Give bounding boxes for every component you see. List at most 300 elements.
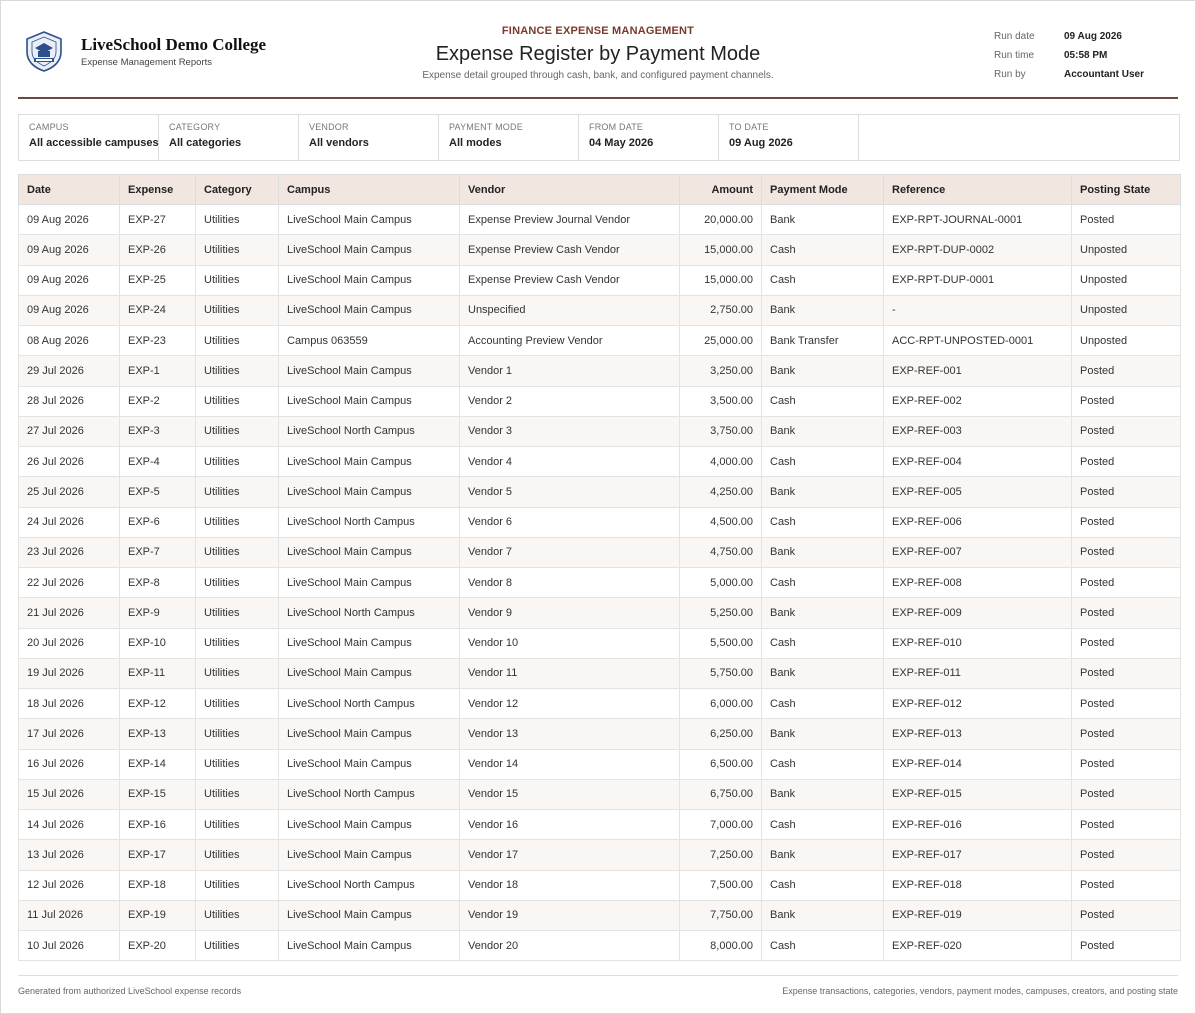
vendor-cell: Vendor 13 <box>460 719 680 749</box>
payment-mode-cell: Bank <box>762 900 884 930</box>
amount-cell: 6,500.00 <box>680 749 762 779</box>
reference-cell: EXP-REF-006 <box>884 507 1072 537</box>
expense-id-cell: EXP-8 <box>120 568 196 598</box>
date-cell: 28 Jul 2026 <box>19 386 120 416</box>
date-cell: 10 Jul 2026 <box>19 931 120 961</box>
category-cell: Utilities <box>196 628 279 658</box>
expense-id-cell: EXP-13 <box>120 719 196 749</box>
amount-cell: 7,250.00 <box>680 840 762 870</box>
posting-state-cell: Posted <box>1072 568 1181 598</box>
category-cell: Utilities <box>196 447 279 477</box>
filter-value: 09 Aug 2026 <box>729 137 793 149</box>
reference-cell: EXP-REF-001 <box>884 356 1072 386</box>
category-cell: Utilities <box>196 295 279 325</box>
posting-state-cell: Posted <box>1072 779 1181 809</box>
vendor-cell: Accounting Preview Vendor <box>460 326 680 356</box>
college-name: LiveSchool Demo College <box>81 34 267 54</box>
table-row <box>19 870 1181 900</box>
payment-mode-cell: Cash <box>762 870 884 900</box>
filter-value: All accessible campuses <box>29 137 159 149</box>
date-cell: 27 Jul 2026 <box>19 416 120 446</box>
brand-subtitle: Expense Management Reports <box>81 56 212 68</box>
amount-cell: 3,500.00 <box>680 386 762 416</box>
payment-mode-cell: Bank <box>762 416 884 446</box>
amount-cell: 6,000.00 <box>680 689 762 719</box>
date-cell: 21 Jul 2026 <box>19 598 120 628</box>
reference-cell: - <box>884 295 1072 325</box>
campus-cell: LiveSchool Main Campus <box>279 265 460 295</box>
filter-label: FROM DATE <box>589 122 644 132</box>
campus-cell: LiveSchool Main Campus <box>279 537 460 567</box>
payment-mode-cell: Cash <box>762 568 884 598</box>
expense-id-cell: EXP-11 <box>120 658 196 688</box>
run-by-label: Run by <box>993 69 1026 80</box>
campus-cell: LiveSchool Main Campus <box>279 810 460 840</box>
vendor-cell: Vendor 11 <box>460 658 680 688</box>
vendor-cell: Vendor 12 <box>460 689 680 719</box>
vendor-cell: Vendor 9 <box>460 598 680 628</box>
column-header-category: Category <box>196 175 279 205</box>
payment-mode-cell: Bank <box>762 537 884 567</box>
amount-cell: 25,000.00 <box>680 326 762 356</box>
reference-cell: EXP-REF-005 <box>884 477 1072 507</box>
reference-cell: EXP-REF-018 <box>884 870 1072 900</box>
category-cell: Utilities <box>196 931 279 961</box>
vendor-cell: Vendor 6 <box>460 507 680 537</box>
filter-label: TO DATE <box>729 122 769 132</box>
category-cell: Utilities <box>196 386 279 416</box>
run-by-value: Accountant User <box>1063 69 1144 80</box>
filter-label: PAYMENT MODE <box>449 122 523 132</box>
expense-id-cell: EXP-26 <box>120 235 196 265</box>
table-body <box>19 205 1181 961</box>
vendor-cell: Vendor 15 <box>460 779 680 809</box>
expense-id-cell: EXP-17 <box>120 840 196 870</box>
expense-id-cell: EXP-5 <box>120 477 196 507</box>
posting-state-cell: Posted <box>1072 598 1181 628</box>
expense-id-cell: EXP-18 <box>120 870 196 900</box>
category-cell: Utilities <box>196 326 279 356</box>
date-cell: 09 Aug 2026 <box>19 205 120 235</box>
column-header-date: Date <box>19 175 120 205</box>
reference-cell: EXP-REF-007 <box>884 537 1072 567</box>
date-cell: 09 Aug 2026 <box>19 235 120 265</box>
campus-cell: LiveSchool Main Campus <box>279 628 460 658</box>
date-cell: 29 Jul 2026 <box>19 356 120 386</box>
posting-state-cell: Posted <box>1072 749 1181 779</box>
expense-id-cell: EXP-6 <box>120 507 196 537</box>
expense-id-cell: EXP-15 <box>120 779 196 809</box>
reference-cell: EXP-REF-019 <box>884 900 1072 930</box>
vendor-cell: Vendor 8 <box>460 568 680 598</box>
expense-id-cell: EXP-24 <box>120 295 196 325</box>
reference-cell: EXP-REF-011 <box>884 658 1072 688</box>
date-cell: 18 Jul 2026 <box>19 689 120 719</box>
campus-cell: LiveSchool North Campus <box>279 507 460 537</box>
date-cell: 15 Jul 2026 <box>19 779 120 809</box>
table-row <box>19 779 1181 809</box>
reference-cell: EXP-REF-014 <box>884 749 1072 779</box>
category-cell: Utilities <box>196 356 279 386</box>
campus-cell: LiveSchool North Campus <box>279 779 460 809</box>
table-row <box>19 658 1181 688</box>
payment-mode-cell: Cash <box>762 507 884 537</box>
campus-cell: LiveSchool Main Campus <box>279 568 460 598</box>
campus-cell: LiveSchool Main Campus <box>279 386 460 416</box>
amount-cell: 5,750.00 <box>680 658 762 688</box>
posting-state-cell: Posted <box>1072 810 1181 840</box>
table-row <box>19 537 1181 567</box>
category-cell: Utilities <box>196 598 279 628</box>
date-cell: 19 Jul 2026 <box>19 658 120 688</box>
posting-state-cell: Posted <box>1072 870 1181 900</box>
date-cell: 24 Jul 2026 <box>19 507 120 537</box>
reference-cell: EXP-REF-002 <box>884 386 1072 416</box>
date-cell: 17 Jul 2026 <box>19 719 120 749</box>
date-cell: 23 Jul 2026 <box>19 537 120 567</box>
payment-mode-cell: Cash <box>762 689 884 719</box>
vendor-cell: Unspecified <box>460 295 680 325</box>
reference-cell: EXP-REF-017 <box>884 840 1072 870</box>
footer-scope-note: Expense transactions, categories, vendors, payment modes, campuses, creators, and posting state <box>782 986 1178 996</box>
column-header-payment-mode: Payment Mode <box>762 175 884 205</box>
payment-mode-cell: Bank Transfer <box>762 326 884 356</box>
reference-cell: EXP-REF-003 <box>884 416 1072 446</box>
date-cell: 09 Aug 2026 <box>19 265 120 295</box>
date-cell: 16 Jul 2026 <box>19 749 120 779</box>
amount-cell: 20,000.00 <box>680 205 762 235</box>
amount-cell: 3,750.00 <box>680 416 762 446</box>
amount-cell: 4,500.00 <box>680 507 762 537</box>
column-header-vendor: Vendor <box>460 175 680 205</box>
run-date-label: Run date <box>993 31 1035 42</box>
campus-cell: LiveSchool Main Campus <box>279 931 460 961</box>
column-header-reference: Reference <box>884 175 1072 205</box>
posting-state-cell: Posted <box>1072 447 1181 477</box>
expense-id-cell: EXP-14 <box>120 749 196 779</box>
table-row <box>19 507 1181 537</box>
vendor-cell: Vendor 4 <box>460 447 680 477</box>
run-time-row <box>994 46 1144 65</box>
vendor-cell: Vendor 3 <box>460 416 680 446</box>
reference-cell: EXP-REF-020 <box>884 931 1072 961</box>
table-row <box>19 689 1181 719</box>
expense-id-cell: EXP-7 <box>120 537 196 567</box>
table-row <box>19 598 1181 628</box>
table-row <box>19 235 1181 265</box>
payment-mode-cell: Cash <box>762 749 884 779</box>
amount-cell: 3,250.00 <box>680 356 762 386</box>
filter-to-date <box>719 115 859 160</box>
campus-cell: LiveSchool Main Campus <box>279 477 460 507</box>
payment-mode-cell: Cash <box>762 628 884 658</box>
table-row <box>19 265 1181 295</box>
amount-cell: 7,750.00 <box>680 900 762 930</box>
category-cell: Utilities <box>196 719 279 749</box>
filter-value: All vendors <box>309 137 369 149</box>
reference-cell: EXP-REF-010 <box>884 628 1072 658</box>
reference-cell: EXP-REF-013 <box>884 719 1072 749</box>
date-cell: 26 Jul 2026 <box>19 447 120 477</box>
posting-state-cell: Posted <box>1072 477 1181 507</box>
filter-label: CATEGORY <box>169 122 221 132</box>
run-date-row <box>994 27 1144 46</box>
vendor-cell: Vendor 10 <box>460 628 680 658</box>
table-header-row <box>19 175 1181 205</box>
table-row <box>19 749 1181 779</box>
category-cell: Utilities <box>196 477 279 507</box>
reference-cell: EXP-REF-012 <box>884 689 1072 719</box>
reference-cell: EXP-RPT-DUP-0002 <box>884 235 1072 265</box>
amount-cell: 4,750.00 <box>680 537 762 567</box>
payment-mode-cell: Bank <box>762 295 884 325</box>
campus-cell: LiveSchool North Campus <box>279 689 460 719</box>
run-by-row <box>994 65 1144 84</box>
payment-mode-cell: Cash <box>762 931 884 961</box>
reference-cell: EXP-RPT-JOURNAL-0001 <box>884 205 1072 235</box>
expense-id-cell: EXP-27 <box>120 205 196 235</box>
campus-cell: LiveSchool Main Campus <box>279 356 460 386</box>
category-cell: Utilities <box>196 749 279 779</box>
reference-cell: EXP-REF-009 <box>884 598 1072 628</box>
vendor-cell: Vendor 20 <box>460 931 680 961</box>
category-cell: Utilities <box>196 840 279 870</box>
amount-cell: 7,000.00 <box>680 810 762 840</box>
amount-cell: 6,250.00 <box>680 719 762 749</box>
column-header-posting-state: Posting State <box>1072 175 1181 205</box>
date-cell: 11 Jul 2026 <box>19 900 120 930</box>
payment-mode-cell: Bank <box>762 205 884 235</box>
table-row <box>19 386 1181 416</box>
payment-mode-cell: Cash <box>762 386 884 416</box>
payment-mode-cell: Bank <box>762 719 884 749</box>
filter-label: VENDOR <box>309 122 349 132</box>
vendor-cell: Expense Preview Cash Vendor <box>460 265 680 295</box>
posting-state-cell: Posted <box>1072 658 1181 688</box>
vendor-cell: Vendor 5 <box>460 477 680 507</box>
amount-cell: 2,750.00 <box>680 295 762 325</box>
report-subtitle: Expense detail grouped through cash, bank, and configured payment channels. <box>422 70 774 81</box>
footer-source-note: Generated from authorized LiveSchool expense records <box>18 986 242 996</box>
campus-cell: LiveSchool North Campus <box>279 416 460 446</box>
reference-cell: EXP-RPT-DUP-0001 <box>884 265 1072 295</box>
filter-summary <box>18 114 1180 161</box>
expense-register-table <box>18 174 1181 961</box>
report-title: Expense Register by Payment Mode <box>435 43 761 65</box>
filter-value: 04 May 2026 <box>589 137 654 149</box>
run-metadata <box>994 27 1144 84</box>
table-row <box>19 477 1181 507</box>
run-time-value: 05:58 PM <box>1063 50 1108 61</box>
posting-state-cell: Posted <box>1072 840 1181 870</box>
campus-cell: LiveSchool Main Campus <box>279 658 460 688</box>
vendor-cell: Vendor 14 <box>460 749 680 779</box>
vendor-cell: Vendor 1 <box>460 356 680 386</box>
payment-mode-cell: Cash <box>762 447 884 477</box>
date-cell: 20 Jul 2026 <box>19 628 120 658</box>
payment-mode-cell: Bank <box>762 658 884 688</box>
amount-cell: 6,750.00 <box>680 779 762 809</box>
filter-label: CAMPUS <box>29 122 69 132</box>
filter-value: All modes <box>449 137 502 149</box>
campus-cell: LiveSchool Main Campus <box>279 900 460 930</box>
campus-cell: LiveSchool Main Campus <box>279 205 460 235</box>
reference-cell: ACC-RPT-UNPOSTED-0001 <box>884 326 1072 356</box>
date-cell: 25 Jul 2026 <box>19 477 120 507</box>
column-header-expense: Expense <box>120 175 196 205</box>
expense-id-cell: EXP-4 <box>120 447 196 477</box>
payment-mode-cell: Bank <box>762 840 884 870</box>
table-row <box>19 205 1181 235</box>
payment-mode-cell: Cash <box>762 810 884 840</box>
column-header-campus: Campus <box>279 175 460 205</box>
posting-state-cell: Posted <box>1072 416 1181 446</box>
vendor-cell: Vendor 16 <box>460 810 680 840</box>
category-cell: Utilities <box>196 507 279 537</box>
campus-cell: LiveSchool Main Campus <box>279 719 460 749</box>
posting-state-cell: Posted <box>1072 931 1181 961</box>
date-cell: 09 Aug 2026 <box>19 295 120 325</box>
vendor-cell: Vendor 17 <box>460 840 680 870</box>
expense-id-cell: EXP-2 <box>120 386 196 416</box>
expense-id-cell: EXP-12 <box>120 689 196 719</box>
payment-mode-cell: Bank <box>762 477 884 507</box>
payment-mode-cell: Cash <box>762 235 884 265</box>
amount-cell: 4,250.00 <box>680 477 762 507</box>
category-cell: Utilities <box>196 205 279 235</box>
payment-mode-cell: Bank <box>762 779 884 809</box>
payment-mode-cell: Bank <box>762 598 884 628</box>
table-row <box>19 295 1181 325</box>
campus-cell: LiveSchool Main Campus <box>279 840 460 870</box>
reference-cell: EXP-REF-008 <box>884 568 1072 598</box>
posting-state-cell: Posted <box>1072 386 1181 416</box>
category-cell: Utilities <box>196 900 279 930</box>
filter-campus <box>19 115 159 160</box>
table-row <box>19 326 1181 356</box>
vendor-cell: Vendor 7 <box>460 537 680 567</box>
expense-id-cell: EXP-1 <box>120 356 196 386</box>
table-row <box>19 719 1181 749</box>
vendor-cell: Vendor 18 <box>460 870 680 900</box>
filter-vendor <box>299 115 439 160</box>
vendor-cell: Vendor 2 <box>460 386 680 416</box>
campus-cell: LiveSchool North Campus <box>279 870 460 900</box>
amount-cell: 5,250.00 <box>680 598 762 628</box>
category-cell: Utilities <box>196 416 279 446</box>
table-row <box>19 356 1181 386</box>
campus-cell: Campus 063559 <box>279 326 460 356</box>
column-header-amount: Amount <box>680 175 762 205</box>
posting-state-cell: Posted <box>1072 900 1181 930</box>
campus-cell: LiveSchool Main Campus <box>279 295 460 325</box>
posting-state-cell: Unposted <box>1072 265 1181 295</box>
posting-state-cell: Posted <box>1072 719 1181 749</box>
category-cell: Utilities <box>196 870 279 900</box>
table-row <box>19 416 1181 446</box>
vendor-cell: Vendor 19 <box>460 900 680 930</box>
filter-from-date <box>579 115 719 160</box>
campus-cell: LiveSchool Main Campus <box>279 749 460 779</box>
table-row <box>19 568 1181 598</box>
posting-state-cell: Posted <box>1072 205 1181 235</box>
report-footer <box>18 975 1178 996</box>
date-cell: 12 Jul 2026 <box>19 870 120 900</box>
vendor-cell: Expense Preview Cash Vendor <box>460 235 680 265</box>
category-cell: Utilities <box>196 568 279 598</box>
amount-cell: 15,000.00 <box>680 235 762 265</box>
run-date-value: 09 Aug 2026 <box>1063 31 1122 42</box>
posting-state-cell: Unposted <box>1072 295 1181 325</box>
table-row <box>19 840 1181 870</box>
table-row <box>19 931 1181 961</box>
date-cell: 08 Aug 2026 <box>19 326 120 356</box>
posting-state-cell: Posted <box>1072 537 1181 567</box>
vendor-cell: Expense Preview Journal Vendor <box>460 205 680 235</box>
expense-id-cell: EXP-16 <box>120 810 196 840</box>
report-eyebrow: FINANCE EXPENSE MANAGEMENT <box>501 25 695 37</box>
payment-mode-cell: Bank <box>762 356 884 386</box>
amount-cell: 15,000.00 <box>680 265 762 295</box>
date-cell: 22 Jul 2026 <box>19 568 120 598</box>
category-cell: Utilities <box>196 810 279 840</box>
reference-cell: EXP-REF-004 <box>884 447 1072 477</box>
reference-cell: EXP-REF-015 <box>884 779 1072 809</box>
table-row <box>19 810 1181 840</box>
expense-id-cell: EXP-9 <box>120 598 196 628</box>
category-cell: Utilities <box>196 537 279 567</box>
date-cell: 13 Jul 2026 <box>19 840 120 870</box>
expense-id-cell: EXP-10 <box>120 628 196 658</box>
expense-id-cell: EXP-25 <box>120 265 196 295</box>
posting-state-cell: Unposted <box>1072 235 1181 265</box>
category-cell: Utilities <box>196 658 279 688</box>
campus-cell: LiveSchool North Campus <box>279 598 460 628</box>
amount-cell: 5,500.00 <box>680 628 762 658</box>
table-row <box>19 900 1181 930</box>
expense-id-cell: EXP-20 <box>120 931 196 961</box>
posting-state-cell: Posted <box>1072 628 1181 658</box>
table-row <box>19 447 1181 477</box>
filter-payment-mode <box>439 115 579 160</box>
expense-id-cell: EXP-23 <box>120 326 196 356</box>
amount-cell: 4,000.00 <box>680 447 762 477</box>
run-time-label: Run time <box>993 50 1034 61</box>
amount-cell: 5,000.00 <box>680 568 762 598</box>
posting-state-cell: Posted <box>1072 507 1181 537</box>
reference-cell: EXP-REF-016 <box>884 810 1072 840</box>
table-row <box>19 628 1181 658</box>
amount-cell: 7,500.00 <box>680 870 762 900</box>
posting-state-cell: Posted <box>1072 356 1181 386</box>
filter-category <box>159 115 299 160</box>
category-cell: Utilities <box>196 235 279 265</box>
posting-state-cell: Posted <box>1072 689 1181 719</box>
payment-mode-cell: Cash <box>762 265 884 295</box>
category-cell: Utilities <box>196 779 279 809</box>
amount-cell: 8,000.00 <box>680 931 762 961</box>
date-cell: 14 Jul 2026 <box>19 810 120 840</box>
expense-id-cell: EXP-19 <box>120 900 196 930</box>
posting-state-cell: Unposted <box>1072 326 1181 356</box>
category-cell: Utilities <box>196 689 279 719</box>
filter-value: All categories <box>169 137 242 149</box>
campus-cell: LiveSchool Main Campus <box>279 447 460 477</box>
report-header <box>18 1 1178 99</box>
category-cell: Utilities <box>196 265 279 295</box>
campus-cell: LiveSchool Main Campus <box>279 235 460 265</box>
expense-id-cell: EXP-3 <box>120 416 196 446</box>
